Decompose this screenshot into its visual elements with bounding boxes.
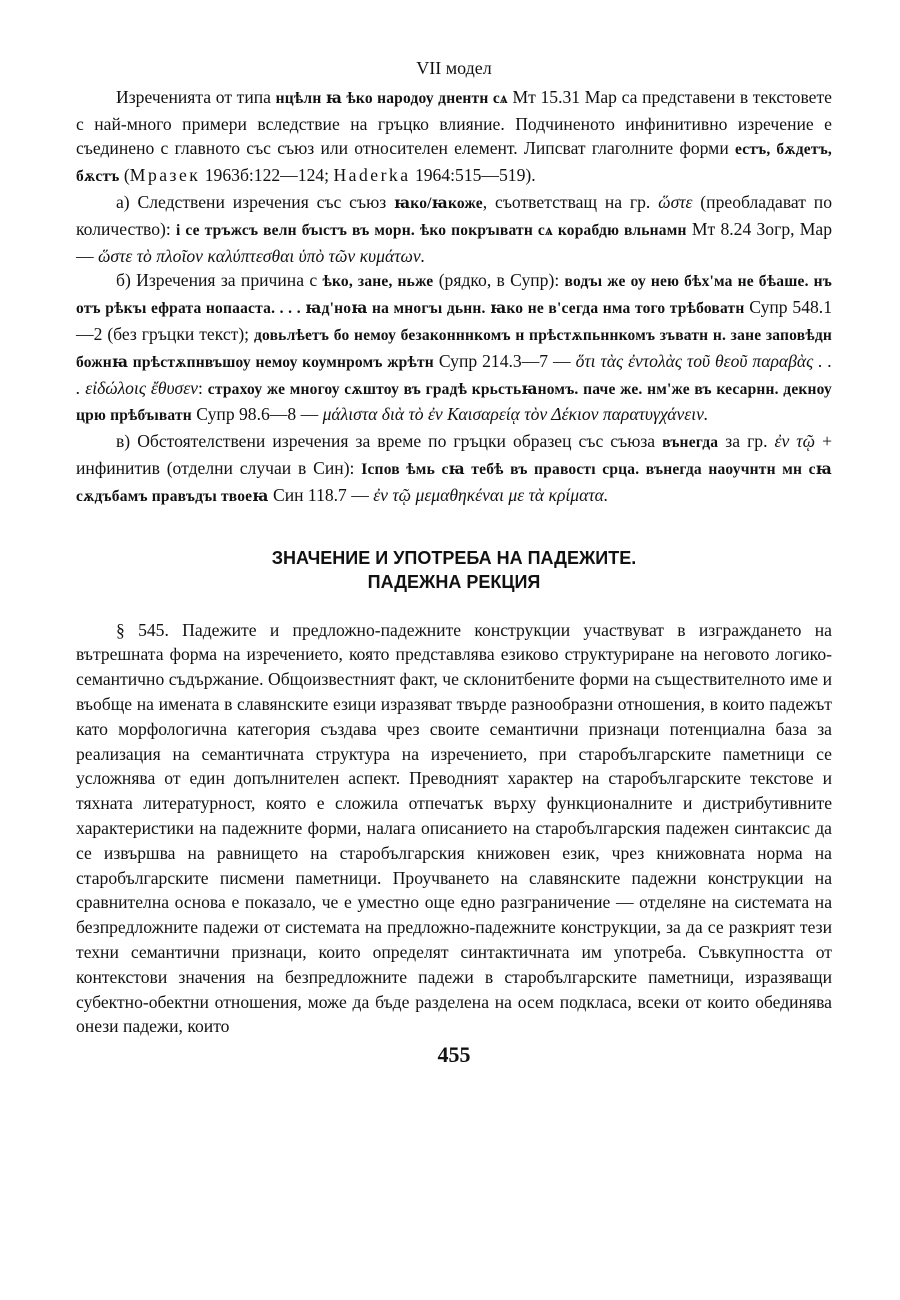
item-c-ocs-conjunction: вънегда bbox=[662, 434, 719, 452]
item-c-paragraph bbox=[76, 429, 832, 509]
item-a-ocs-conjunction: ꙗко/ꙗкоже bbox=[394, 194, 483, 212]
item-c-ocs-example: Іспов ѣмь сꙗ тебѣ въ правостı срца. вънегда наоучнтн мн сꙗ сѫдъбамъ правъдъı твоеꙗ bbox=[76, 460, 832, 505]
item-a-greek-example: ὥστε τὸ πλοῖον καλύπτεσθαι ὑπὸ τῶν κυμάτων. bbox=[98, 245, 426, 266]
intro-text-1: Изреченията от типа bbox=[116, 86, 276, 107]
item-b-ocs-example-2: довьлѣетъ бо немоу безаконннкомъ н прѣстѫпьннкомъ зъватн н. зане заповѣдн божнꙗ прѣстѫпнвъшоу немоу коумнромъ жрѣтн bbox=[76, 326, 832, 371]
item-c-text-4: Син 118.7 — bbox=[268, 484, 374, 505]
item-b-text-6: Супр 98.6—8 — bbox=[191, 404, 323, 425]
item-c-text-3: + инфинитив (отделни случаи в Син): bbox=[76, 431, 832, 478]
item-b-ocs-example-3: страхоу же многоу сѫштоу въ градѣ крьстьꙗномъ. паче же. нм'же въ кесарнн. декноу црю прѣбъıватн bbox=[76, 380, 832, 425]
page-number: 455 bbox=[437, 1042, 471, 1068]
intro-text-2: Мт 15.31 Мар са представени в текстовете с най-много примери вследствие на гръцко влияние. Подчиненото инфинитивно изречение е съединено с главното със съюз или относителен елемент. Липсват глаголните форми bbox=[76, 86, 832, 159]
item-a-greek-conjunction: ὥστε bbox=[658, 191, 693, 212]
item-b-text-5: : bbox=[197, 377, 208, 398]
intro-author-2: Haderka bbox=[333, 165, 411, 186]
running-head: VII модел bbox=[416, 58, 492, 78]
item-a-text-3: (преобладават по количество): bbox=[76, 191, 832, 239]
item-a-text-4: Мт 8.24 Зогр, Мар — bbox=[76, 218, 832, 266]
intro-ocs-forms: естъ, бѫдетъ, бѫстъ bbox=[76, 141, 833, 186]
item-c-text-2: за гр. bbox=[718, 431, 775, 452]
intro-ocs-example: нцѣлн ꙗ ѣко народоу днентн сѧ bbox=[275, 89, 508, 107]
item-b-text-1: б) Изречения за причина с bbox=[116, 270, 323, 291]
intro-paragraph bbox=[76, 85, 832, 190]
item-b-greek-example-2: μάλιστα διὰ τὸ ἐν Καισαρείᾳ τὸν Δέκιον παρατυγχάνειν. bbox=[322, 404, 709, 425]
intro-text-4: 1963б:122—124; bbox=[200, 165, 334, 186]
section-title-line-1: ЗНАЧЕНИЕ И УПОТРЕБА НА ПАДЕЖИТЕ. bbox=[271, 547, 637, 568]
item-b-greek-example-1: ὅτι τὰς ἐντολὰς τοῦ θεοῦ παραβὰς . . . εἰδώλοις ἔθυσεν bbox=[76, 350, 832, 398]
item-b-text-4: Супр 214.3—7 — bbox=[433, 350, 576, 371]
item-a-paragraph bbox=[76, 190, 832, 268]
item-c-greek-conjunction: ἐν τῷ bbox=[774, 431, 816, 452]
item-a-text-1: а) Следствени изречения със съюз bbox=[116, 191, 394, 212]
section-545-paragraph: § 545. Падежите и предложно-падежните конструкции участвуват в изграждането на вътрешната форма на изречението, която представлява езиково структуриране на неговото логико-семантично съдържание. Общоизвестният факт, че склонитбените форми на съществителното име и въобще на имената в славянските езици изразяват твърде разнообразни отношения, в които падежът като морфологична категория създава чрез своите семантични признаци потенциална база за реализация на семантичната структура на изречението, при старобългарските паметници се усложнява от един допълнителен аспект. Преводният характер на старобългарските текстове и тяхната литературност, която е сложила отпечатък върху функционалните и дистрибутивните характеристики на падежните форми, налага описанието на старобългарския падежен синтаксис да се извършва на равнището на старобългарския книжовен език, чрез книжовната норма на старобългарските писмени паметници. Проучването на славянските падежни конструкции на сравнителна основа е показало, че е уместно още едно разграничение — отделяне на системата на безпредложните падежи от системата на предложно-падежните конструкции, за да се разкрият тези техни семантични признаци, които определят синтактичната им употреба. Съвкупността от контекстови значения на безпредложните падежи в старобългарските паметници, изразяващи субектно-обектни отношения, може да бъде разделена на осем подкласа, всеки от които обединява онези падежи, които bbox=[76, 619, 832, 1037]
intro-text-3: ( bbox=[119, 165, 130, 186]
item-c-text-1: в) Обстоятелствени изречения за време по гръцки образец със съюза bbox=[116, 431, 663, 452]
item-c-greek-example: ἐν τῷ μεμαθηκέναι με τὰ κρίματα. bbox=[373, 484, 609, 505]
item-a-text-2: , съответстващ на гр. bbox=[482, 191, 659, 212]
page bbox=[76, 56, 832, 1068]
section-title-line-2: ПАДЕЖНА РЕКЦИЯ bbox=[367, 571, 541, 592]
item-b-text-2: (рядко, в Супр): bbox=[433, 270, 565, 291]
item-b-paragraph bbox=[76, 268, 832, 429]
item-b-ocs-example-1: водъı же оу нею бѣх'ма не бѣаше. нъ отъ рѣкъı ефрата нопааста. . . . ꙗд'ноꙗ на многъı дьнн. ꙗко не в'сегда нма того трѣбоватн bbox=[76, 273, 833, 318]
item-b-ocs-conjunctions: ѣко, зане, ньже bbox=[322, 273, 434, 291]
intro-author-1: Мразек bbox=[129, 165, 201, 186]
item-b-text-3: Супр 548.1—2 (без гръцки текст); bbox=[76, 297, 832, 344]
section-title bbox=[76, 546, 832, 594]
item-a-ocs-example: і се тръжсъ велн бъıстъ въ морн. ѣко покръıватн сѧ корабдю вльнамн bbox=[175, 221, 687, 239]
intro-text-5: 1964:515—519). bbox=[410, 165, 536, 186]
